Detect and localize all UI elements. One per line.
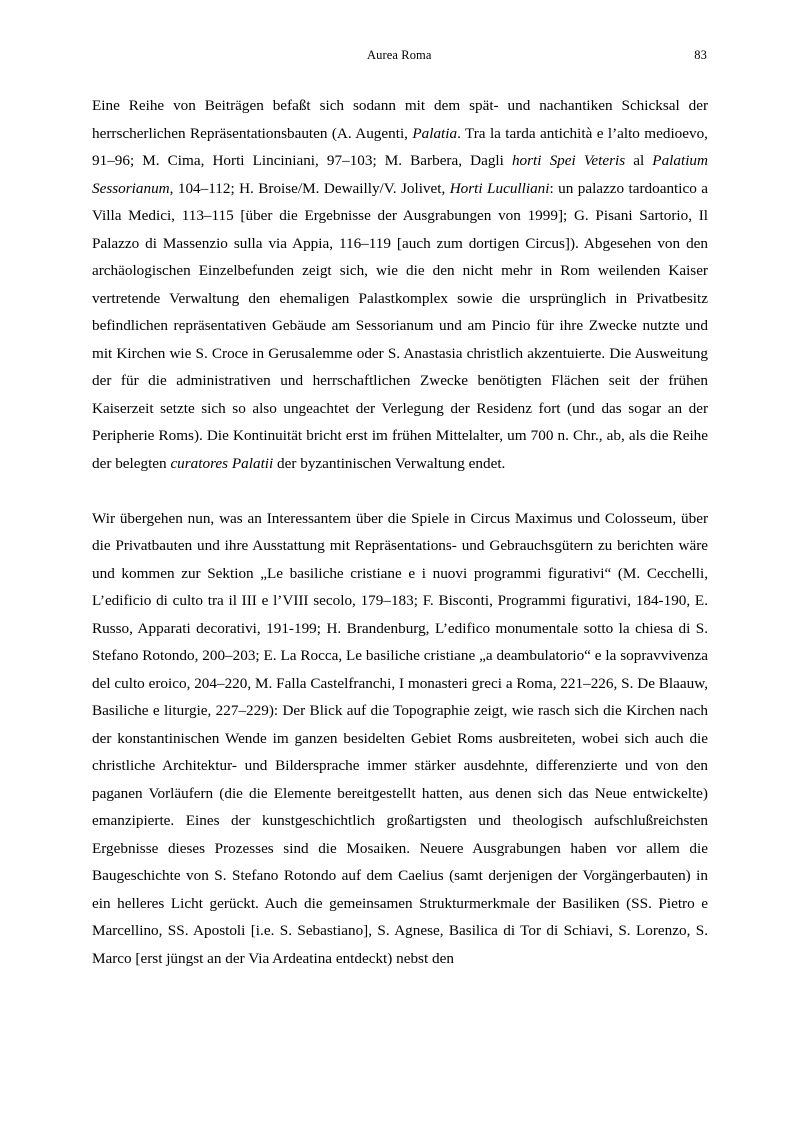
italic-run: curatores Palatii: [170, 454, 274, 472]
running-head: [92, 46, 707, 66]
italic-run: Palatia: [412, 124, 458, 142]
paragraph: Wir übergehen nun, was an Interessantem über die Spiele in Circus Maximus und Colosseum, über die Privatbauten und ihre Ausstattung mit Repräsentations- und Gebrauchsgütern zu berichten wäre und kommen zur Sektion „Le basiliche cristiane e i nuovi programmi figurativi“ (M. Cecchelli, L’edificio di culto tra il III e l’VIII secolo, 179–183; F. Bisconti, Programmi figurativi, 184-190, E. Russo, Apparati decorativi, 191-199; H. Brandenburg, L’edifico monumentale sotto la chiesa di S. Stefano Rotondo, 200–203; E. La Rocca, Le basiliche cristiane „a deambulatorio“ e la sopravvivenza del culto eroico, 204–220, M. Falla Castelfranchi, I monasteri greci a Roma, 221–226, S. De Blaauw, Basiliche e liturgie, 227–229): Der Blick auf die Topographie zeigt, wie rasch sich die Kirchen nach der konstantinischen Wende im ganzen besidelten Gebiet Roms ausbreiteten, wobei sich auch die christliche Architektur- und Bildersprache immer stärker ausdehnte, differenzierte und von den paganen Vorläufern (die die Elemente bereitgestellt hatten, aus denen sich das Neue entwickelte) emanzipierte. Eines der kunstgeschichtlich großartigsten und theologisch aufschlußreichsten Ergebnisse dieses Prozesses sind die Mosaiken. Neuere Ausgrabungen haben vor allem die Baugeschichte von S. Stefano Rotondo auf dem Caelius (samt derjenigen der Vorgängerbauten) in ein helleres Licht gerückt. Auch die gemeinsamen Strukturmerkmale der Basiliken (SS. Pietro e Marcellino, SS. Apostoli [i.e. S. Sebastiano], S. Agnese, Basilica di Tor di Schiavi, S. Lorenzo, S. Marco [erst jüngst an der Via Ardeatina entdeckt) nebst den: [92, 509, 708, 967]
italic-run: Palatium Sessorianum: [92, 152, 708, 197]
page-number: 83: [694, 48, 707, 62]
italic-run: horti Spei Veteris: [511, 152, 626, 169]
running-head-title: Aurea Roma: [367, 48, 432, 62]
italic-run: Horti Luculliani: [449, 179, 550, 197]
body-text-column: [92, 92, 708, 972]
paragraph: Eine Reihe von Beiträgen befaßt sich sodann mit dem spät- und nachantiken Schicksal der herrscherlichen Repräsentationsbauten (A. Augenti, Palatia. Tra la tarda antichità e l’alto medioevo, 91–96; M. Cima, Horti Linciniani, 97–103; M. Barbera, Dagli horti Spei Veteris al Palatium Sessorianum, 104–112; H. Broise/M. Dewailly/V. Jolivet, Horti Luculliani: un palazzo tardoantico a Villa Medici, 113–115 [über die Ergebnisse der Ausgrabungen von 1999]; G. Pisani Sartorio, Il Palazzo di Massenzio sulla via Appia, 116–119 [auch zum dortigen Circus]). Abgesehen von den archäologischen Einzelbefunden zeigt sich, wie die den nicht mehr in Rom weilenden Kaiser vertretende Verwaltung den ehemaligen Palastkomplex sowie die ursprünglich in Privatbesitz befindlichen repräsentativen Gebäude am Sessorianum und am Pincio für ihre Zwecke nutzte und mit Kirchen wie S. Croce in Gerusalemme oder S. Anastasia christlich akzentuierte. Die Ausweitung der für die administrativen und herrschaftlichen Zwecke benötigten Flächen seit der frühen Kaiserzeit setzte sich so also ungeachtet der Verlegung der Residenz fort (und das sogar an der Peripherie Roms). Die Kontinuität bricht erst im frühen Mittelalter, um 700 n. Chr., ab, als die Reihe der belegten curatores Palatii der byzantinischen Verwaltung endet.: [92, 97, 708, 472]
